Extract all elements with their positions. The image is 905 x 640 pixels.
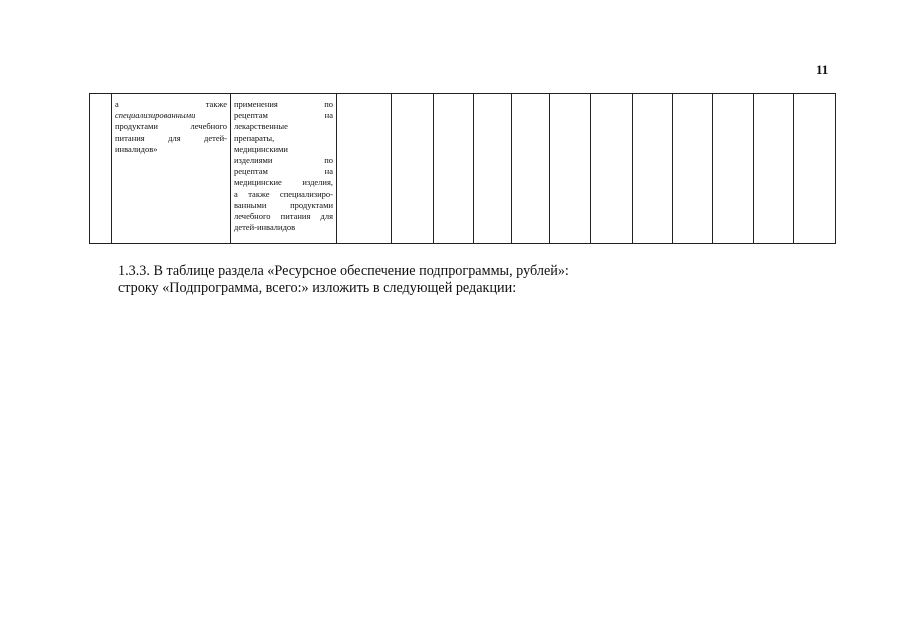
table-cell-empty xyxy=(794,94,836,244)
cell-line: медицинскими xyxy=(234,143,288,154)
page-number: 11 xyxy=(816,62,829,77)
table-cell-empty xyxy=(713,94,754,244)
table-cell-empty xyxy=(392,94,434,244)
cell-line: рецептам на xyxy=(234,110,333,121)
table-row xyxy=(90,94,836,244)
table-cell-empty xyxy=(754,94,794,244)
table-cell-description xyxy=(112,94,231,244)
cell-line: специализированными xyxy=(115,110,196,121)
paragraph-line-2: строку «Подпрограмма, всего:» изложить в следующей редакции: xyxy=(118,280,517,296)
table-cell-empty xyxy=(474,94,512,244)
cell-line: а также специализиро- xyxy=(234,188,333,199)
table-cell-index xyxy=(90,94,112,244)
cell-line: а также xyxy=(115,99,227,109)
cell-line: медицинские изделия, xyxy=(234,177,333,188)
table-cell-empty xyxy=(434,94,474,244)
cell-line: препараты, xyxy=(234,132,275,143)
cell-line: рецептам на xyxy=(234,166,333,177)
table-cell-indicator xyxy=(231,94,337,244)
cell-line: детей-инвалидов xyxy=(234,222,296,233)
paragraph-line-1: 1.3.3. В таблице раздела «Ресурсное обеспечение подпрограммы, рублей»: xyxy=(118,263,569,279)
table-cell-empty xyxy=(673,94,713,244)
cell-line: продуктами лечебного xyxy=(115,121,227,132)
table-cell-empty xyxy=(633,94,673,244)
cell-line: инвалидов» xyxy=(115,143,158,154)
cell-line: питания для детей- xyxy=(115,132,227,143)
amendment-paragraph xyxy=(118,263,738,297)
table-cell-empty xyxy=(550,94,591,244)
cell-line: применения по xyxy=(234,99,333,109)
resource-table xyxy=(89,93,836,244)
cell-line: изделиями по xyxy=(234,155,333,166)
cell-line: лечебного питания для xyxy=(234,211,333,222)
table-cell-empty xyxy=(591,94,633,244)
cell-line: ванными продуктами xyxy=(234,199,333,210)
cell-line: лекарственные xyxy=(234,121,288,132)
table-cell-empty xyxy=(512,94,550,244)
table-cell-empty xyxy=(337,94,392,244)
